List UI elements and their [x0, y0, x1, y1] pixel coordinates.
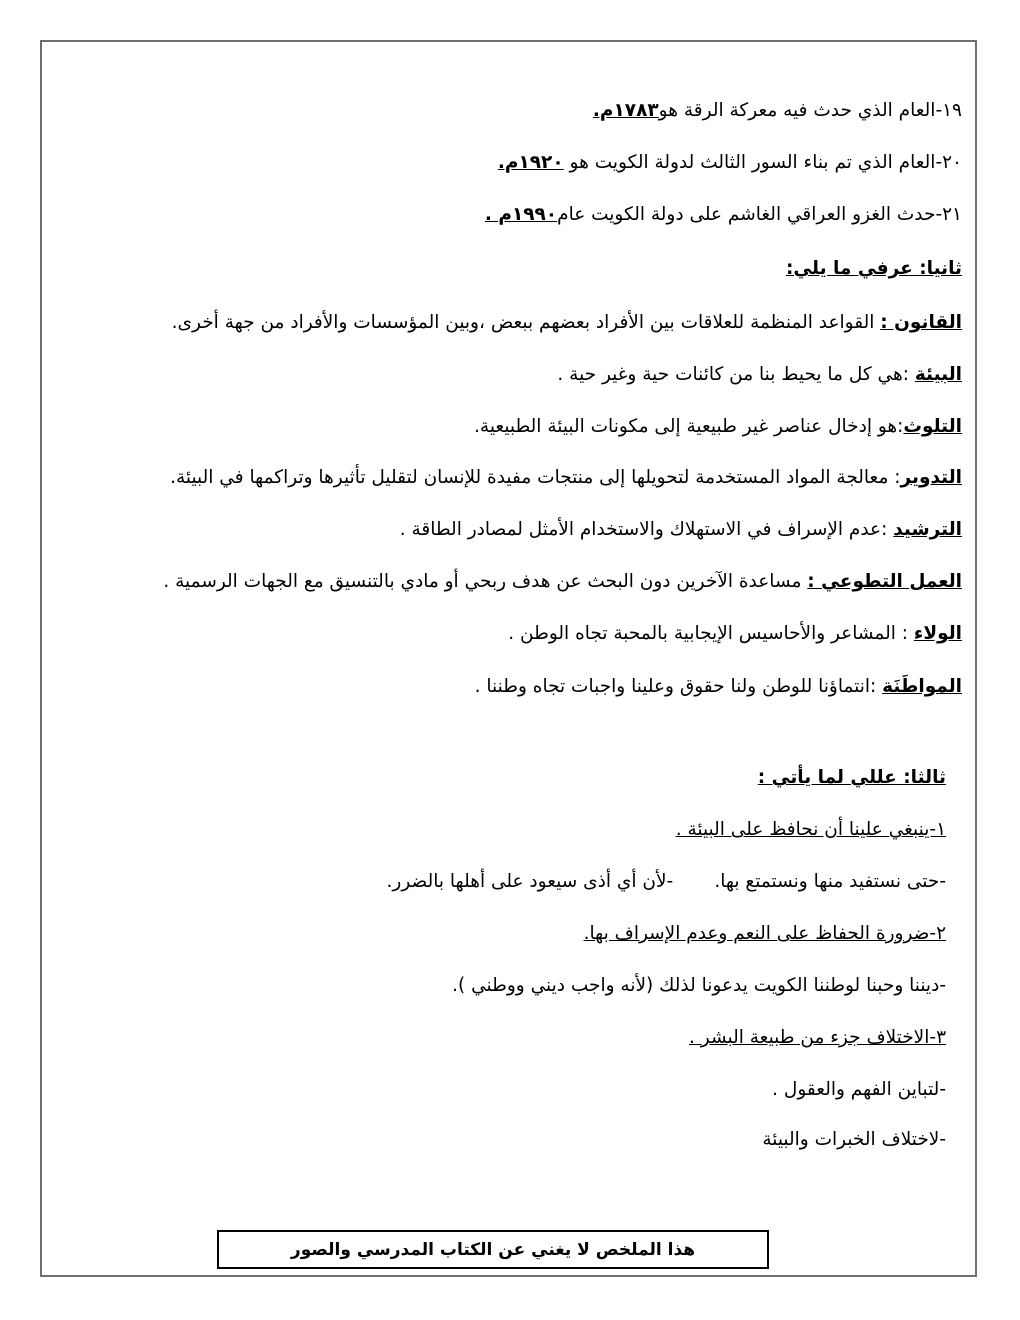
section2-heading: ثانيا: عرفي ما يلي: [785, 258, 962, 279]
definition-term: البيئة [914, 364, 962, 385]
fact-19: ١٩-العام الذي حدث فيه معركة الرقة هو١٧٨٣م. [592, 100, 962, 121]
reason-statement-3: ٣-الاختلاف جزء من طبيعة البشر . [689, 1027, 946, 1048]
reason-answer: -ديننا وحبنا لوطننا الكويت يدعونا لذلك (لأنه واجب ديني ووطني ). [452, 975, 946, 996]
reason-answer: -حتى نستفيد منها ونستمتع بها. -لأن أي أذى سيعود على أهلها بالضرر. [386, 871, 946, 892]
definition-text: : المشاعر والأحاسيس الإيجابية بالمحبة تجاه الوطن . [508, 623, 914, 644]
definition-rationalization [400, 518, 962, 542]
definition-text: :هي كل ما يحيط بنا من كائنات حية وغير حية . [557, 364, 915, 385]
definition-loyalty [508, 622, 962, 646]
reason-answer: -لتباين الفهم والعقول . [772, 1079, 946, 1100]
definition-text: :انتماؤنا للوطن ولنا حقوق وعلينا واجبات تجاه وطننا . [474, 676, 883, 697]
definition-term: المواطَنَة [882, 676, 962, 697]
definition-term: التلوث [903, 416, 962, 437]
fact-value: ١٧٨٣م. [592, 100, 659, 121]
reason-statement-2: ٢-ضرورة الحفاظ على النعم وعدم الإسراف بها. [583, 923, 946, 944]
definition-term: القانون : [880, 312, 962, 333]
definition-text: القواعد المنظمة للعلاقات بين الأفراد بعضهم ببعض ،وبين المؤسسات والأفراد من جهة أخرى. [171, 312, 881, 333]
fact-21: ٢١-حدث الغزو العراقي الغاشم على دولة الكويت عام١٩٩٠م . [484, 204, 962, 225]
footer-note: هذا الملخص لا يغني عن الكتاب المدرسي والصور [290, 1239, 696, 1260]
definition-law [172, 311, 962, 335]
definition-environment [557, 363, 962, 387]
definition-text: : معالجة المواد المستخدمة لتحويلها إلى منتجات مفيدة للإنسان لتقليل تأثيرها وتراكمها في البيئة. [170, 467, 901, 488]
footer-note-box [217, 1230, 769, 1269]
fact-20: ٢٠-العام الذي تم بناء السور الثالث لدولة الكويت هو ١٩٢٠م. [497, 152, 962, 173]
reason-statement-1: ١-ينبغي علينا أن نحافظ على البيئة . [675, 819, 946, 840]
definition-text: مساعدة الآخرين دون البحث عن هدف ربحي أو مادي بالتنسيق مع الجهات الرسمية . [163, 571, 808, 592]
definition-recycling [170, 466, 962, 490]
definition-term: الولاء [913, 623, 962, 644]
fact-value: ١٩٢٠م. [497, 152, 564, 173]
definition-citizenship [475, 675, 962, 699]
definition-text: :هو إدخال عناصر غير طبيعية إلى مكونات البيئة الطبيعية. [474, 416, 904, 437]
definition-volunteer-work [163, 570, 962, 594]
reason-answer: -لاختلاف الخبرات والبيئة [762, 1129, 946, 1150]
definition-pollution [474, 415, 962, 439]
definition-term: العمل التطوعي : [807, 571, 962, 592]
definition-term: الترشيد [893, 519, 962, 540]
fact-value: ١٩٩٠م . [484, 204, 558, 225]
definition-text: :عدم الإسراف في الاستهلاك والاستخدام الأمثل لمصادر الطاقة . [399, 519, 894, 540]
section3-heading: ثالثا: عللي لما يأتي : [757, 767, 946, 788]
definition-term: التدوير [900, 467, 962, 488]
